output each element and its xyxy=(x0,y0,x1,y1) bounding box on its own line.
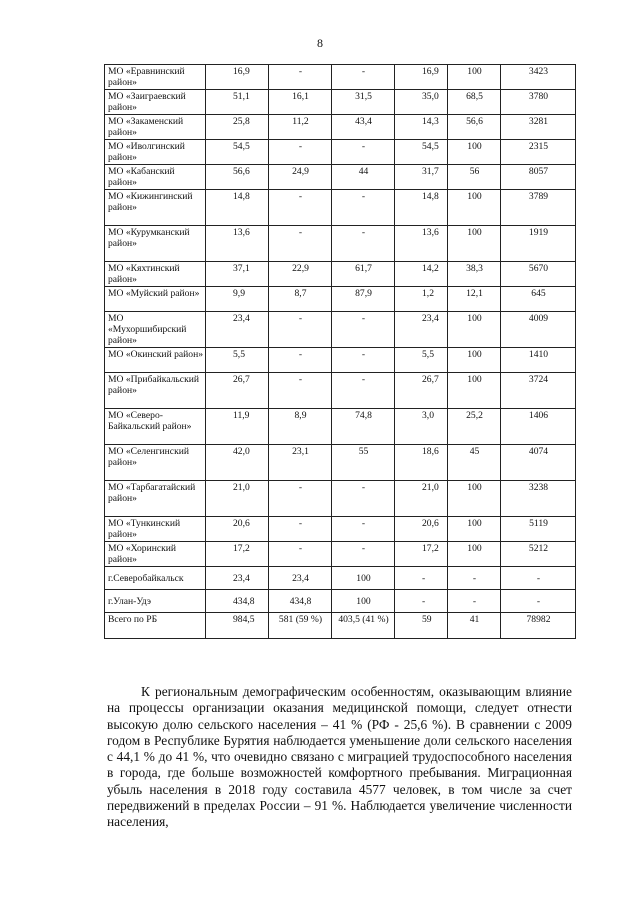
table-cell: 20,6 xyxy=(395,517,448,542)
table-cell: - xyxy=(332,312,395,348)
table-cell: - xyxy=(269,140,332,165)
table-cell: 26,7 xyxy=(395,373,448,409)
table-cell: 13,6 xyxy=(395,226,448,262)
district-name-cell: МО «Тункинский район» xyxy=(105,517,206,542)
table-cell: 5119 xyxy=(501,517,576,542)
table-cell: - xyxy=(448,567,501,590)
table-cell: 11,9 xyxy=(206,409,269,445)
district-name-cell: МО «Хоринский район» xyxy=(105,542,206,567)
district-name-cell: МО «Муйский район» xyxy=(105,287,206,312)
district-name-cell: МО «Прибайкальский район» xyxy=(105,373,206,409)
table-row xyxy=(105,542,576,567)
table-cell: 581 (59 %) xyxy=(269,613,332,639)
district-name-cell: МО «Курумканский район» xyxy=(105,226,206,262)
table-cell: 8057 xyxy=(501,165,576,190)
table-cell: 87,9 xyxy=(332,287,395,312)
table-row xyxy=(105,190,576,226)
table-cell: - xyxy=(395,567,448,590)
table-cell: 61,7 xyxy=(332,262,395,287)
table-cell: 23,4 xyxy=(206,567,269,590)
table-cell: - xyxy=(332,190,395,226)
table-cell: - xyxy=(332,140,395,165)
table-cell: 41 xyxy=(448,613,501,639)
table-row xyxy=(105,481,576,517)
table-cell: 100 xyxy=(448,348,501,373)
table-row xyxy=(105,287,576,312)
table-cell: 16,9 xyxy=(395,65,448,90)
table-cell: 1,2 xyxy=(395,287,448,312)
district-name-cell: МО «Мухоршибирский район» xyxy=(105,312,206,348)
district-name-cell: МО «Иволгинский район» xyxy=(105,140,206,165)
table-cell: 14,8 xyxy=(206,190,269,226)
table-cell: 3281 xyxy=(501,115,576,140)
table-cell: - xyxy=(269,542,332,567)
table-row xyxy=(105,517,576,542)
table-cell: 21,0 xyxy=(206,481,269,517)
district-name-cell: МО «Кабанский район» xyxy=(105,165,206,190)
table-row xyxy=(105,312,576,348)
table-cell: 12,1 xyxy=(448,287,501,312)
table-cell: 1919 xyxy=(501,226,576,262)
table-cell: 43,4 xyxy=(332,115,395,140)
table-cell: 25,2 xyxy=(448,409,501,445)
table-cell: 100 xyxy=(332,567,395,590)
table-cell: 56,6 xyxy=(206,165,269,190)
table-cell: - xyxy=(332,348,395,373)
district-name-cell: МО «Кижингинский район» xyxy=(105,190,206,226)
table-cell: 20,6 xyxy=(206,517,269,542)
table-cell: 100 xyxy=(448,517,501,542)
table-cell: - xyxy=(395,590,448,613)
table-cell: 18,6 xyxy=(395,445,448,481)
table-cell: - xyxy=(332,481,395,517)
table-cell: 17,2 xyxy=(395,542,448,567)
table-cell: 3,0 xyxy=(395,409,448,445)
table-cell: 14,2 xyxy=(395,262,448,287)
table-cell: 4074 xyxy=(501,445,576,481)
table-cell: 100 xyxy=(448,542,501,567)
district-name-cell: МО «Кяхтинский район» xyxy=(105,262,206,287)
table-cell: 16,9 xyxy=(206,65,269,90)
table-row xyxy=(105,226,576,262)
table-row xyxy=(105,165,576,190)
table-row xyxy=(105,348,576,373)
table-cell: 31,5 xyxy=(332,90,395,115)
table-row xyxy=(105,590,576,613)
table-cell: 11,2 xyxy=(269,115,332,140)
table-cell: 5212 xyxy=(501,542,576,567)
table-cell: 1410 xyxy=(501,348,576,373)
table-cell: 4009 xyxy=(501,312,576,348)
table-row xyxy=(105,90,576,115)
table-cell: - xyxy=(332,517,395,542)
district-name-cell: г.Северобайкальск xyxy=(105,567,206,590)
table-row xyxy=(105,262,576,287)
table-cell: 5,5 xyxy=(206,348,269,373)
table-cell: 22,9 xyxy=(269,262,332,287)
table-cell: 403,5 (41 %) xyxy=(332,613,395,639)
table-cell: - xyxy=(448,590,501,613)
table-cell: - xyxy=(269,481,332,517)
table-cell: 56,6 xyxy=(448,115,501,140)
table-cell: 56 xyxy=(448,165,501,190)
table-cell: 3724 xyxy=(501,373,576,409)
table-cell: 37,1 xyxy=(206,262,269,287)
table-cell: 24,9 xyxy=(269,165,332,190)
table-cell: 31,7 xyxy=(395,165,448,190)
table-cell: - xyxy=(269,312,332,348)
table-cell: - xyxy=(269,373,332,409)
table-cell: 42,0 xyxy=(206,445,269,481)
district-name-cell: МО «Заиграевский район» xyxy=(105,90,206,115)
table-cell: 21,0 xyxy=(395,481,448,517)
table-cell: 434,8 xyxy=(206,590,269,613)
table-cell: 54,5 xyxy=(206,140,269,165)
body-paragraph: К региональным демографическим особенностям, оказывающим влияние на процессы организации оказания медицинской помощи, следует отнести высокую долю сельского населения – 41 % (РФ - 25,6 %). В сравнении с 2009 годом в Республике Бурятия наблюдается уменьшение доли сельского населения с 44,1 % до 41 %, что очевидно связано с миграцией трудоспособного населения в города, где больше возможностей комфортного пребывания. Миграционная убыль населения в 2018 году составила 4577 человек, в том числе за счет передвижений в пределах России – 91 %. Наблюдается увеличение численности населения, xyxy=(107,684,572,830)
table-cell: 5670 xyxy=(501,262,576,287)
table-cell: 100 xyxy=(448,190,501,226)
table-cell: - xyxy=(269,517,332,542)
table-cell: 23,4 xyxy=(269,567,332,590)
table-cell: 14,8 xyxy=(395,190,448,226)
table-row xyxy=(105,373,576,409)
table-cell: - xyxy=(332,373,395,409)
district-name-cell: МО «Еравнинский район» xyxy=(105,65,206,90)
district-name-cell: МО «Окинский район» xyxy=(105,348,206,373)
table-cell: 68,5 xyxy=(448,90,501,115)
table-cell: 14,3 xyxy=(395,115,448,140)
table-row xyxy=(105,115,576,140)
district-name-cell: г.Улан-Удэ xyxy=(105,590,206,613)
table-cell: - xyxy=(269,348,332,373)
table-cell: 78982 xyxy=(501,613,576,639)
table-row xyxy=(105,613,576,639)
table-cell: 45 xyxy=(448,445,501,481)
table-cell: 100 xyxy=(448,481,501,517)
table-cell: 100 xyxy=(448,226,501,262)
table-cell: 9,9 xyxy=(206,287,269,312)
table-cell: - xyxy=(269,65,332,90)
district-population-table xyxy=(104,64,576,639)
table-cell: 8,7 xyxy=(269,287,332,312)
table-row xyxy=(105,65,576,90)
district-name-cell: МО «Северо-Байкальский район» xyxy=(105,409,206,445)
table-cell: 8,9 xyxy=(269,409,332,445)
table-cell: 984,5 xyxy=(206,613,269,639)
table-row xyxy=(105,567,576,590)
table-cell: 17,2 xyxy=(206,542,269,567)
table-cell: - xyxy=(501,567,576,590)
table-cell: 13,6 xyxy=(206,226,269,262)
table-cell: 3780 xyxy=(501,90,576,115)
table-cell: - xyxy=(332,65,395,90)
table-cell: - xyxy=(269,226,332,262)
table-cell: 100 xyxy=(448,65,501,90)
table-cell: 44 xyxy=(332,165,395,190)
table-cell: 59 xyxy=(395,613,448,639)
table-cell: 16,1 xyxy=(269,90,332,115)
table-cell: 2315 xyxy=(501,140,576,165)
table-cell: - xyxy=(332,226,395,262)
table-cell: 3423 xyxy=(501,65,576,90)
table-cell: 23,4 xyxy=(395,312,448,348)
district-name-cell: МО «Тарбагатайский район» xyxy=(105,481,206,517)
table-cell: 1406 xyxy=(501,409,576,445)
table-row xyxy=(105,140,576,165)
table-cell: 100 xyxy=(448,312,501,348)
page-number: 8 xyxy=(317,36,323,50)
table-cell: 55 xyxy=(332,445,395,481)
table-cell: 434,8 xyxy=(269,590,332,613)
table-row xyxy=(105,445,576,481)
table-cell: - xyxy=(501,590,576,613)
district-name-cell: МО «Селенгинский район» xyxy=(105,445,206,481)
table-cell: 35,0 xyxy=(395,90,448,115)
table-cell: - xyxy=(332,542,395,567)
district-name-cell: Всего по РБ xyxy=(105,613,206,639)
district-name-cell: МО «Закаменский район» xyxy=(105,115,206,140)
table-cell: 74,8 xyxy=(332,409,395,445)
table-cell: 3789 xyxy=(501,190,576,226)
table-cell: 23,1 xyxy=(269,445,332,481)
table-cell: 25,8 xyxy=(206,115,269,140)
table-cell: 100 xyxy=(448,140,501,165)
table-cell: 54,5 xyxy=(395,140,448,165)
table-cell: 51,1 xyxy=(206,90,269,115)
table-cell: 26,7 xyxy=(206,373,269,409)
table-cell: 100 xyxy=(448,373,501,409)
table-cell: 23,4 xyxy=(206,312,269,348)
table-cell: 645 xyxy=(501,287,576,312)
table-cell: - xyxy=(269,190,332,226)
table-cell: 3238 xyxy=(501,481,576,517)
table-cell: 38,3 xyxy=(448,262,501,287)
table-cell: 100 xyxy=(332,590,395,613)
table-row xyxy=(105,409,576,445)
table-cell: 5,5 xyxy=(395,348,448,373)
